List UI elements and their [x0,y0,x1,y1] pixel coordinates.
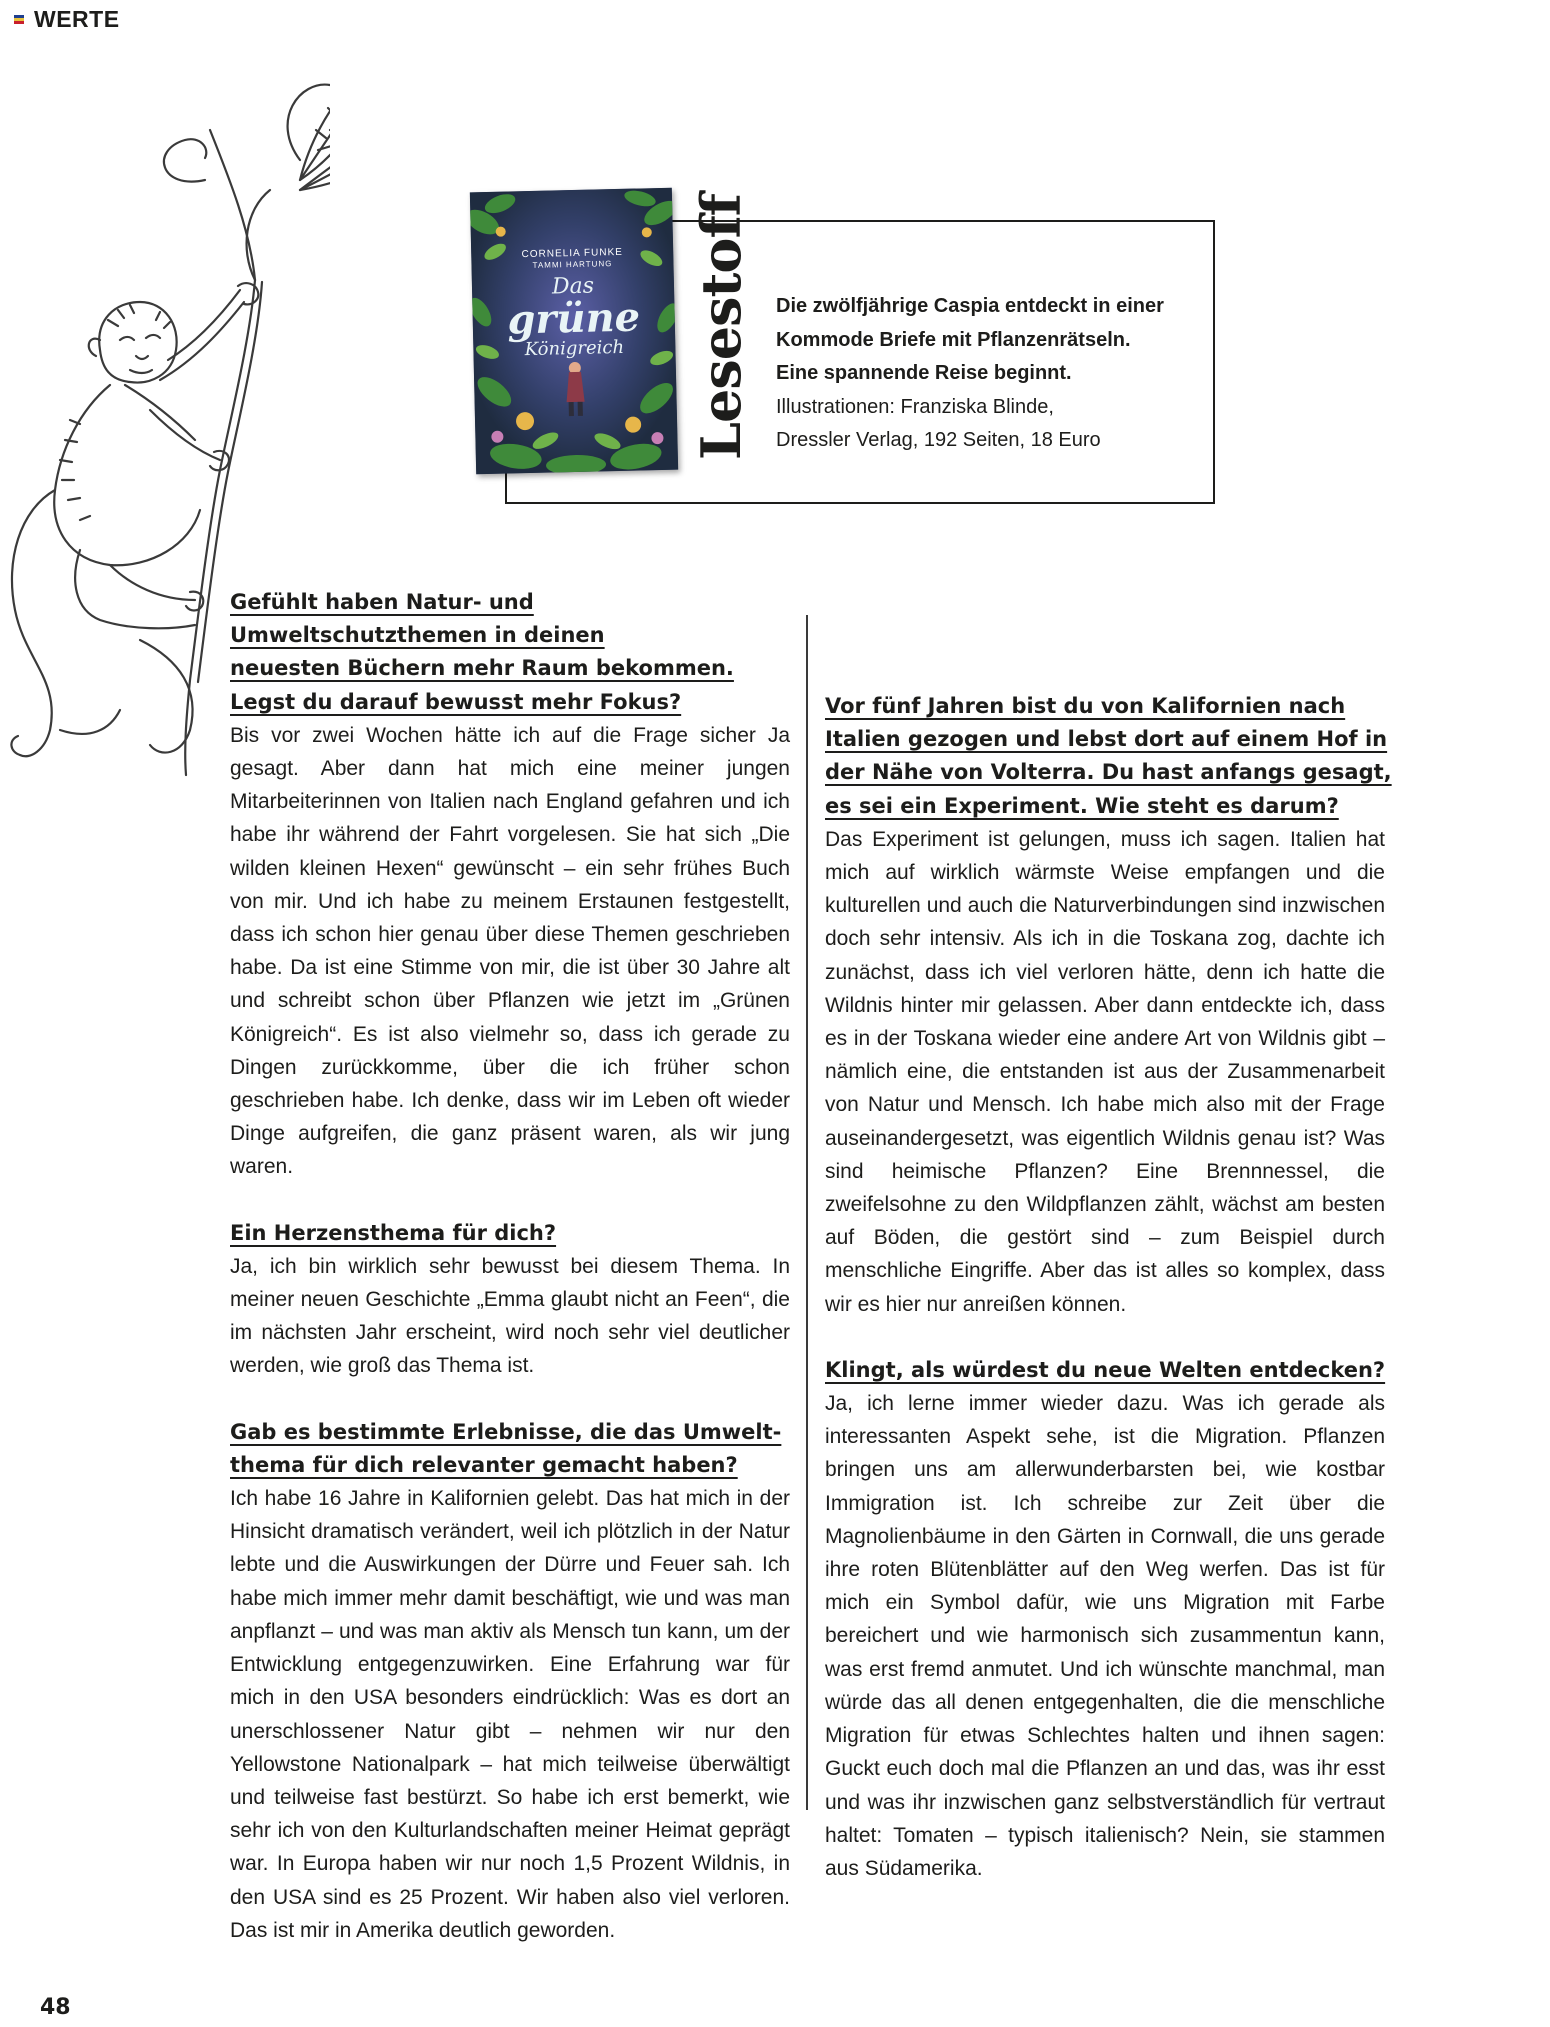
question-line: Ein Herzensthema für dich? [230,1220,557,1245]
book-cover[interactable] [470,188,678,475]
interview-question [825,690,1392,823]
book-info-line: Die zwölfjährige Caspia entdeckt in einer [776,295,1164,317]
question-line: Umweltschutzthemen in deinen [230,623,605,648]
book-info-line: Eine spannende Reise beginnt. [776,362,1072,384]
interview-answer: Das Experiment ist gelungen, muss ich sagen. Italien hat mich auf wirklich wärmste Weise empfangen und die kulturellen und auch die Naturverbindungen sind inzwischen doch sehr intensiv. Als ich in die Toskana zog, dachte ich zunächst, dass ich viel verloren hätte, denn ich hatte die Wildnis hinter mir gelassen. Aber dann entdeckte ich, dass es in der Toskana wieder eine andere Art von Wildnis gibt – nämlich eine, die entstanden ist aus der Zusammenarbeit von Natur und Mensch. Ich habe mich also mit der Frage auseinandergesetzt, was eigentlich Wildnis genau ist? Was sind heimische Pflanzen? Eine Brennnessel, die zweifelsohne zu den Wildpflanzen zählt, wächst am besten auf Böden, die gestört sind – zum Beispiel durch menschliche Eingriffe. Aber das ist alles so komplex, dass wir es hier nur anreißen können. [825,827,1385,1316]
interview-question [230,1217,790,1250]
question-line: Legst du darauf bewusst mehr Fokus? [230,689,682,714]
cover-coauthor: TAMMI HARTUNG [532,259,613,270]
book-info-line: Illustrationen: Franziska Blinde, [776,395,1054,418]
book-info-line: Kommode Briefe mit Pflanzenrätseln. [776,328,1131,351]
cover-title [472,272,676,363]
question-line: Gab es bestimmte Erlebnisse, die das Umwelt- [230,1419,782,1444]
question-line: Klingt, als würdest du neue Welten entdecken? [825,1357,1386,1382]
cover-title-line-1: Das [551,273,595,300]
interview-question [230,1416,790,1482]
column-divider [806,615,808,1810]
interview-answer: Bis vor zwei Wochen hätte ich auf die Frage sicher Ja gesagt. Aber dann hat mich eine meiner jungen Mitarbeiterinnen von Italien nach England gefahren und ich habe ihr während der Fahrt vorgelesen. Sie hat sich „Die wilden kleinen Hexen“ gewünscht – ein sehr frühes Buch von mir. Und ich habe zu meinem Erstaunen festgestellt, dass ich schon hier genau über diese Themen geschrieben habe. Da ist eine Stimme von mir, die ist über 30 Jahre alt und schreibt schon über Pflanzen wie jetzt im „Grünen Königreich“. Es ist also vielmehr so, dass ich gerade zu Dingen zurückkomme, über die ich früher schon geschrieben habe. Ich denke, dass wir im Leben oft wieder Dinge aufgreifen, die ganz präsent waren, als wir jung waren. [230,723,790,1179]
question-line: thema für dich relevanter gemacht haben? [230,1452,738,1477]
question-line: der Nähe von Volterra. Du hast anfangs gesagt, [825,760,1392,785]
left-column [230,586,790,1947]
question-line: Gefühlt haben Natur- und [230,590,534,614]
interview-answer: Ich habe 16 Jahre in Kalifornien gelebt. Das hat mich in der Hinsicht dramatisch verändert, weil ich plötzlich in der Natur lebte und die Auswirkungen der Dürre und Feuer sah. Ich habe mich immer mehr damit beschäftigt, wie und was man anpflanzt – und was man aktiv als Mensch tun kann, um der Entwicklung entgegenzuwirken. Eine Erfahrung war für mich in den USA besonders eindrücklich: Was es dort an unerschlossener Natur gibt – nehmen wir nur den Yellowstone Nationalpark – hat mich teilweise überwältigt und teilweise fast bestürzt. So habe ich erst bemerkt, wie sehr ich von den Kulturlandschaften meiner Heimat geprägt war. In Europa haben wir nur noch 1,5 Prozent Wildnis, in den USA sind es 25 Prozent. Wir haben also viel verloren. Das ist mir in Amerika deutlich geworden. [230,1487,790,1942]
page-number: 48 [40,1995,71,2020]
question-line: es sei ein Experiment. Wie steht es darum? [825,793,1339,818]
section-tag [14,6,120,33]
interview-question [230,586,790,719]
right-column [825,690,1392,1885]
book-info-line: Dressler Verlag, 192 Seiten, 18 Euro [776,429,1101,451]
question-line: Vor fünf Jahren bist du von Kalifornien nach [825,694,1346,718]
question-line: neuesten Büchern mehr Raum bekommen. [230,656,734,681]
interview-answer: Ja, ich bin wirklich sehr bewusst bei diesem Thema. In meiner neuen Geschichte „Emma glaubt nicht an Feen“, die im nächsten Jahr erscheint, wird noch sehr viel deutlicher werden, wie groß das Thema ist. [230,1254,790,1378]
interview-answer: Ja, ich lerne immer wieder dazu. Was ich gerade als interessanten Aspekt sehe, ist die Migration. Pflanzen bringen uns am allerwunderbarsten bei, wie kostbar Immigration ist. Ich schreibe zur Zeit über die Magnolienbäume in den Gärten in Cornwall, die uns gerade ihre roten Blütenblätter auf den Weg werfen. Das ist für mich ein Symbol dafür, wie uns Migration mit Farbe bereichert und wie harmonisch sich zusammentun kann, was erst fremd anmutet. Und ich wünschte manchmal, man würde das all denen entgegenhalten, die die menschliche Migration für etwas Schlechtes halten und ihnen sagen: Guckt euch doch mal die Pflanzen an und das, was ihr esst und was ihr inzwischen ganz selbstverständlich für vertraut haltet: Tomaten – typisch italienisch? Nein, sie stammen aus Südamerika. [825,1392,1385,1880]
flag-icon [14,15,24,24]
cover-title-line-3: Königreich [524,336,625,361]
cover-title-line-2: grüne [506,293,641,344]
interview-question [825,1354,1385,1387]
question-line: Italien gezogen und lebst dort auf einem Hof in [825,727,1388,752]
cover-author: CORNELIA FUNKE [521,246,623,261]
section-label: WERTE [34,6,120,32]
lesestoff-heading: Lesestoff [689,194,753,460]
book-description [776,290,1164,458]
